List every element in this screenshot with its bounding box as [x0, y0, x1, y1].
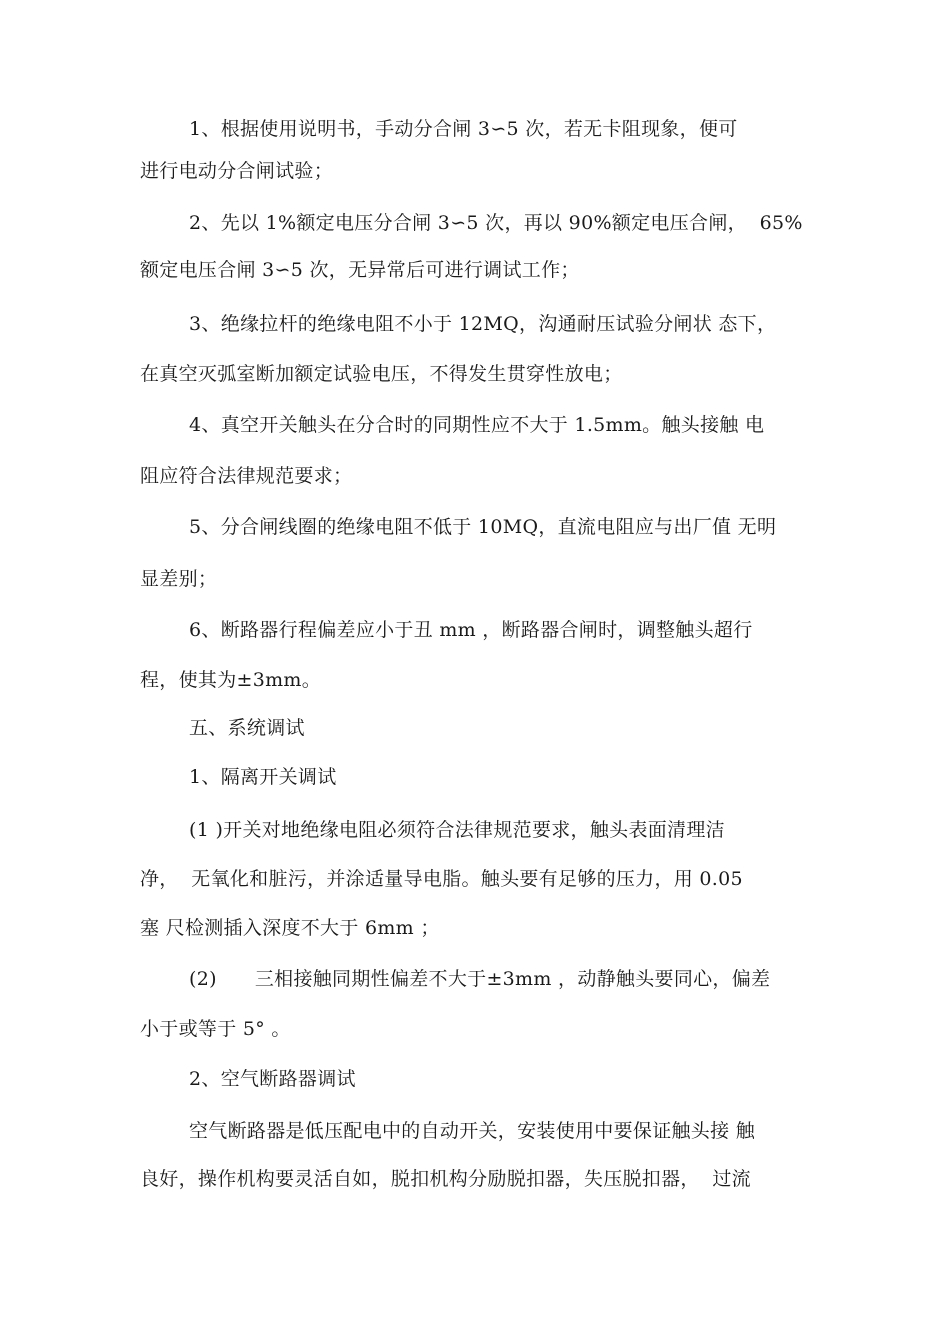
air-breaker-paragraph-line-1: 空气断路器是低压配电中的自动开关，安装使用中要保证触头接 触 [189, 1120, 756, 1142]
item-1-line-2: 净， 无氧化和脏污，并涂适量导电脂。触头要有足够的压力，用 0.05 [140, 868, 743, 890]
section-heading-system-debug: 五、系统调试 [189, 717, 305, 739]
item-2-line-2: 小于或等于 5° 。 [140, 1018, 291, 1040]
paragraph-5-line-2: 显差别； [140, 568, 218, 590]
paragraph-3-line-2: 在真空灭弧室断加额定试验电压，不得发生贯穿性放电； [140, 363, 623, 385]
paragraph-2-line-2: 额定电压合闸 3∽5 次，无异常后可进行调试工作； [140, 259, 580, 281]
paragraph-6-line-2: 程，使其为±3mm。 [140, 669, 322, 691]
subsection-heading-air-breaker: 2、空气断路器调试 [189, 1068, 356, 1090]
paragraph-1-line-1: 1、根据使用说明书，手动分合闸 3∽5 次，若无卡阻现象，便可 [189, 118, 738, 140]
paragraph-4-line-2: 阻应符合法律规范要求； [140, 465, 353, 487]
paragraph-4-line-1: 4、真空开关触头在分合时的同期性应不大于 1.5mm。触头接触 电 [189, 414, 765, 436]
subsection-heading-isolating-switch: 1、隔离开关调试 [189, 766, 337, 788]
paragraph-5-line-1: 5、分合闸线圈的绝缘电阻不低于 10MQ，直流电阻应与出厂值 无明 [189, 516, 777, 538]
item-2-line-1: (2) 三相接触同期性偏差不大于±3mm ，动静触头要同心，偏差 [189, 968, 771, 990]
paragraph-3-line-1: 3、绝缘拉杆的绝缘电阻不小于 12MQ，沟通耐压试验分闸状 态下， [189, 313, 777, 335]
paragraph-6-line-1: 6、断路器行程偏差应小于丑 mm ，断路器合闸时，调整触头超行 [189, 619, 753, 641]
air-breaker-paragraph-line-2: 良好，操作机构要灵活自如，脱扣机构分励脱扣器，失压脱扣器， 过流 [140, 1168, 751, 1190]
paragraph-2-line-1: 2、先以 1%额定电压分合闸 3∽5 次，再以 90%额定电压合闸， 65% [189, 212, 803, 234]
item-1-line-3: 塞 尺检测插入深度不大于 6mm ； [140, 917, 440, 939]
item-1-line-1: (1 )开关对地绝缘电阻必须符合法律规范要求，触头表面清理洁 [189, 819, 725, 841]
paragraph-1-line-2: 进行电动分合闸试验； [140, 160, 334, 182]
